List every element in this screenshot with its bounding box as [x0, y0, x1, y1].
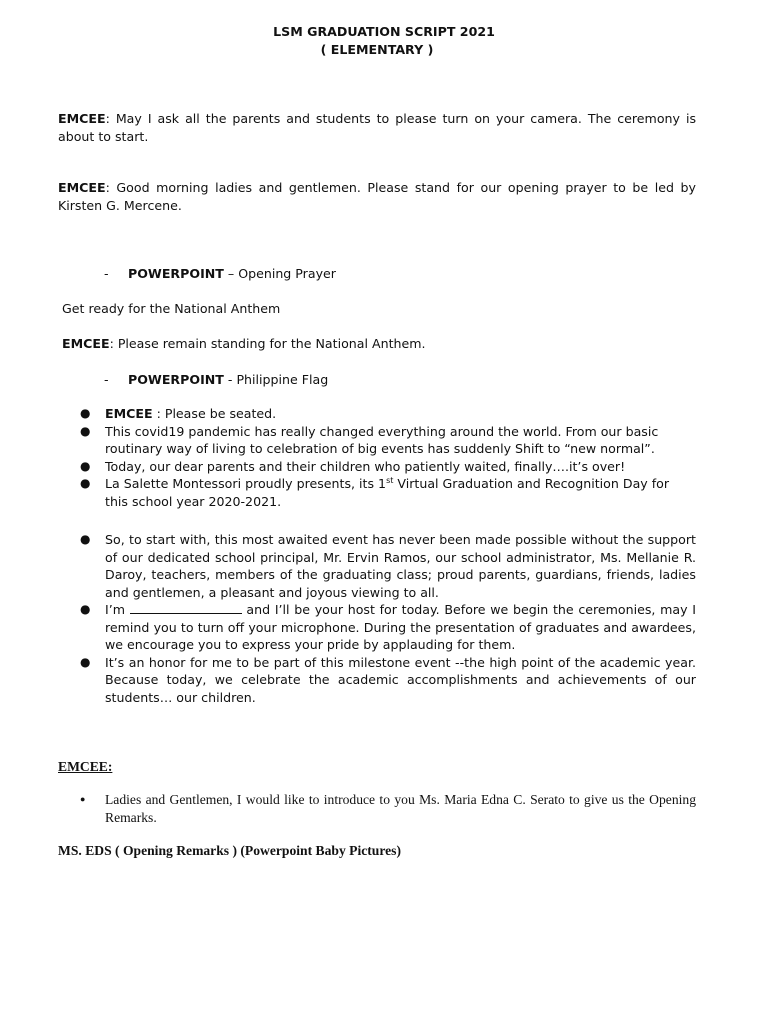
list-item — [0, 654, 696, 707]
paragraph-text: : Please remain standing for the National Anthem. — [109, 336, 426, 351]
anthem-ready-line: Get ready for the National Anthem — [62, 301, 281, 316]
paragraph-label: EMCEE — [58, 180, 106, 195]
list-item-text: So, to start with, this most awaited event has never been made possible without the support of our dedicated school principal, Mr. Ervin Ramos, our school administrator, Ms. Mellanie R. Daroy, teachers, members of the graduating class; proud parents, guardians, friends, ladies and gentlemen, a pleasant and joyous viewing to all. — [105, 532, 696, 600]
bullet-list-welcome — [0, 531, 768, 706]
title-line-2 — [0, 41, 754, 59]
bullet-icon: ● — [80, 602, 91, 616]
bullet-icon: ● — [80, 794, 86, 804]
list-item — [0, 531, 696, 601]
emcee-heading — [58, 758, 358, 776]
paragraph-anthem — [62, 335, 692, 353]
list-item-text: La Salette Montessori proudly presents, its 1 — [105, 476, 387, 491]
paragraph-text: : Good morning ladies and gentlemen. Please stand for our opening prayer to be led by Kirsten G. Mercene. — [58, 180, 696, 213]
emcee-heading-text: EMCEE: — [58, 759, 113, 774]
list-item-text: Today, our dear parents and their children who patiently waited, finally….it’s over! — [105, 458, 626, 474]
paragraph-label: EMCEE — [62, 336, 110, 351]
bullet-icon: ● — [80, 406, 91, 420]
title-line-1 — [0, 23, 768, 41]
list-item-label: EMCEE — [105, 406, 153, 421]
list-item-text: It’s an honor for me to be part of this milestone event --the high point of the academic year. Because today, we celebrate the academic accomplishments and achievements of our students… our children. — [105, 654, 696, 705]
bullet-list-opening — [0, 405, 768, 510]
bullet-icon: ● — [80, 458, 91, 473]
closing-line-text: MS. EDS ( Opening Remarks ) (Powerpoint Baby Pictures) — [58, 843, 401, 858]
paragraph-camera — [58, 110, 696, 145]
bullet-icon: ● — [80, 532, 91, 546]
list-item — [0, 791, 696, 826]
dash-marker: - — [104, 372, 109, 387]
powerpoint-text: - Philippine Flag — [223, 372, 329, 387]
list-item-text: Ladies and Gentlemen, I would like to introduce to you Ms. Maria Edna C. Serato to give us the Opening Remarks. — [105, 792, 696, 825]
host-name-blank — [130, 601, 242, 614]
bullet-list-intro — [0, 791, 768, 826]
title-text-1: LSM GRADUATION SCRIPT 2021 — [273, 24, 495, 39]
list-item-text: and I’ll be your host for today. Before we begin the ceremonies, may I remind you to turn off your microphone. During the presentation of graduates and awardees, we encourage you to express your pride by applauding for them. — [105, 602, 696, 652]
list-item — [0, 423, 665, 458]
powerpoint-label: POWERPOINT — [128, 266, 224, 281]
paragraph-text: : May I ask all the parents and students to please turn on your camera. The ceremony is about to start. — [58, 111, 696, 144]
powerpoint-text: – Opening Prayer — [223, 266, 336, 281]
list-item-text: : Please be seated. — [152, 406, 277, 421]
closing-line — [58, 842, 698, 860]
superscript: st — [386, 475, 394, 485]
bullet-icon: ● — [80, 423, 91, 438]
paragraph-prayer — [58, 179, 696, 214]
title-text-2: ( ELEMENTARY ) — [320, 42, 434, 57]
bullet-icon: ● — [80, 476, 91, 490]
list-item — [0, 601, 696, 654]
list-item — [0, 405, 675, 423]
list-item-text: I’m — [105, 602, 130, 617]
list-item-text: Virtual Graduation and Recognition Day for this school year 2020-2021. — [105, 476, 670, 509]
bullet-icon: ● — [80, 654, 91, 669]
list-item — [0, 475, 675, 510]
list-item — [0, 458, 675, 476]
powerpoint-label: POWERPOINT — [128, 372, 224, 387]
dash-marker: - — [104, 266, 109, 281]
list-item-text: This covid19 pandemic has really changed everything around the world. From our basic routinary way of living to celebration of big events has suddenly Shift to “new normal”. — [105, 423, 659, 456]
paragraph-label: EMCEE — [58, 111, 106, 126]
